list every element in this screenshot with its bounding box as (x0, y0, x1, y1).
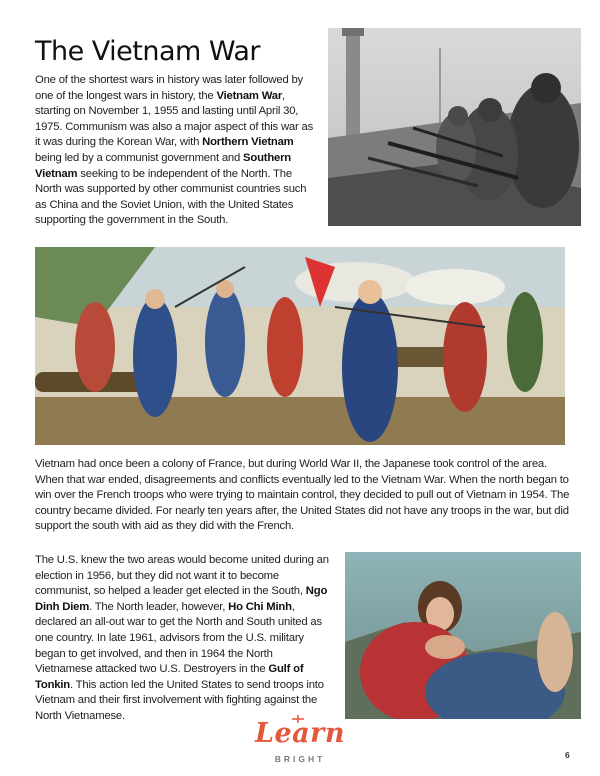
us-involvement-paragraph: The U.S. knew the two areas would become united during an election in 1956, but they did not want it to become communist, so helped a leader get elected in the South, Ngo Dinh Diem. The North leader, however, Ho Chi Minh, declared an all-out war to get the North and South united as one country. In late 1961, advisors from the U.S. military began to get involved, and then in 1964 the North Vietnamese attacked two U.S. Destroyers in the Gulf of Tonkin. This action led the United States to send troops into Vietnam and their first involvement with fighting against the North Vietnamese. (35, 554, 329, 722)
bold-term: Ho Chi Minh (228, 600, 292, 613)
bold-term: Vietnam War (216, 89, 283, 102)
bold-term: Northern Vietnam (202, 136, 294, 149)
page-number: 6 (565, 750, 570, 760)
logo-bright-text: BRIGHT (274, 754, 326, 764)
learn-bright-logo (245, 716, 355, 772)
page-title: The Vietnam War (35, 36, 261, 67)
soldiers-photo (328, 28, 581, 226)
logo-learn-text: Learn (254, 718, 345, 749)
bold-term: Southern Vietnam (35, 151, 292, 180)
madonna-painting (345, 552, 581, 719)
bold-term: Ngo Dinh Diem (35, 585, 328, 613)
colony-paragraph: Vietnam had once been a colony of France, but during World War II, the Japanese took control of the area. When that war ended, disagreements and conflicts eventually led to the Vietnam War. When the north began to win over the French troops who were trying to maintain control, they decided to pull out of Vietnam in 1954. The country became divided. For nearly ten years after, the United States did not have any troops in the war, but did support the south with aid as they did with the French. (35, 458, 570, 533)
battle-painting (35, 247, 565, 445)
bold-term: Gulf of Tonkin (35, 663, 304, 691)
intro-paragraph: One of the shortest wars in history was later followed by one of the longest wars in history, the Vietnam War, starting on November 1, 1955 and lasting until April 30, 1975. Communism was also a major aspect of this war as it was during the Korean War, with Northern Vietnam being led by a communist government and Southern Vietnam seeking to be independent of the North. The North was supported by other communist countries such as China and the Soviet Union, with the United States supporting the government in the South. (35, 74, 314, 227)
